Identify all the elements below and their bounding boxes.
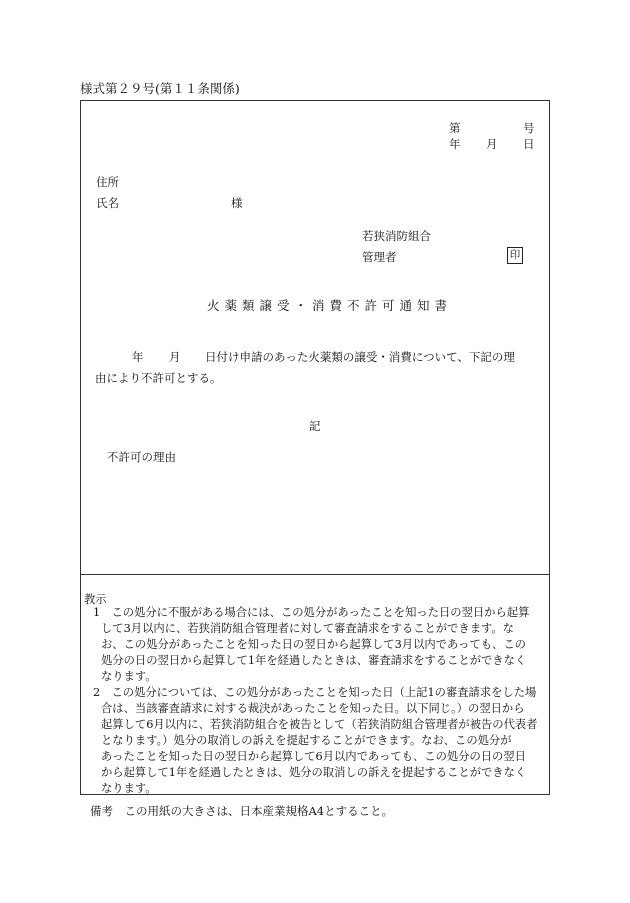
body-year: 年 [132, 350, 144, 364]
document-title: 火薬類譲受・消費不許可通知書 [207, 298, 453, 313]
instruction-item2-line5: あったことを知った日の翌日から起算して6月以内であっても、この処分の日の翌日 [101, 750, 526, 763]
seal-mark: 印 [507, 247, 523, 264]
instruction-item1-line3: お、この処分があったことを知った日の翌日から起算して3月以内であっても、この [101, 638, 526, 651]
form-divider [80, 574, 550, 575]
address-label: 住所 [96, 175, 119, 189]
instruction-item2-line2: 合は、当該審査請求に対する裁決があったことを知った日。以下同じ。）の翌日から [101, 702, 525, 715]
remarks: 備考 この用紙の大きさは、日本産業規格A4とすること。 [90, 804, 394, 818]
instruction-item2-line6: から起算して1年を経過したときは、処分の取消しの訴えを提起することができなく [101, 766, 527, 779]
doc-number-suffix: 号 [523, 121, 535, 135]
instruction-item2-line3: 起算して6月以内に、若狭消防組合を被告として（若狭消防組合管理者が被告の代表者 [101, 718, 538, 731]
instruction-item1-line1: 1 この処分に不服がある場合には、この処分があったことを知った日の翌日から起算 [93, 606, 530, 619]
instruction-item1-line2: して3月以内に、若狭消防組合管理者に対して審査請求をすることができます。な [101, 622, 514, 635]
name-label: 氏名 [96, 196, 119, 210]
date-month-label: 月 [486, 137, 498, 151]
doc-number-prefix: 第 [449, 121, 461, 135]
manager-label: 管理者 [362, 250, 397, 264]
instruction-item2-line1: 2 この処分については、この処分があったことを知った日（上記1の審査請求をした場 [93, 686, 537, 699]
honorific: 様 [231, 196, 243, 210]
instruction-item2-line7: なります。 [101, 782, 157, 795]
instruction-heading: 教示 [84, 593, 107, 606]
instruction-item1-line5: なります。 [101, 670, 157, 683]
body-text-line1: 日付け申請のあった火薬類の譲受・消費について、下記の理 [205, 350, 515, 364]
reason-label: 不許可の理由 [107, 450, 176, 464]
date-year-label: 年 [449, 137, 461, 151]
issuer-organization: 若狭消防組合 [362, 229, 431, 243]
instruction-item2-line4: となります。）処分の取消しの訴えを提起することができます。なお、この処分が [101, 734, 512, 747]
instruction-item1-line4: 処分の日の翌日から起算して1年を経過したときは、審査請求をすることができなく [101, 654, 527, 667]
body-month: 月 [169, 350, 181, 364]
ki-label: 記 [309, 419, 321, 433]
date-day-label: 日 [523, 137, 535, 151]
body-text-line2: 由により不許可とする。 [95, 371, 222, 385]
form-number: 様式第２９号(第１１条関係) [80, 81, 240, 96]
